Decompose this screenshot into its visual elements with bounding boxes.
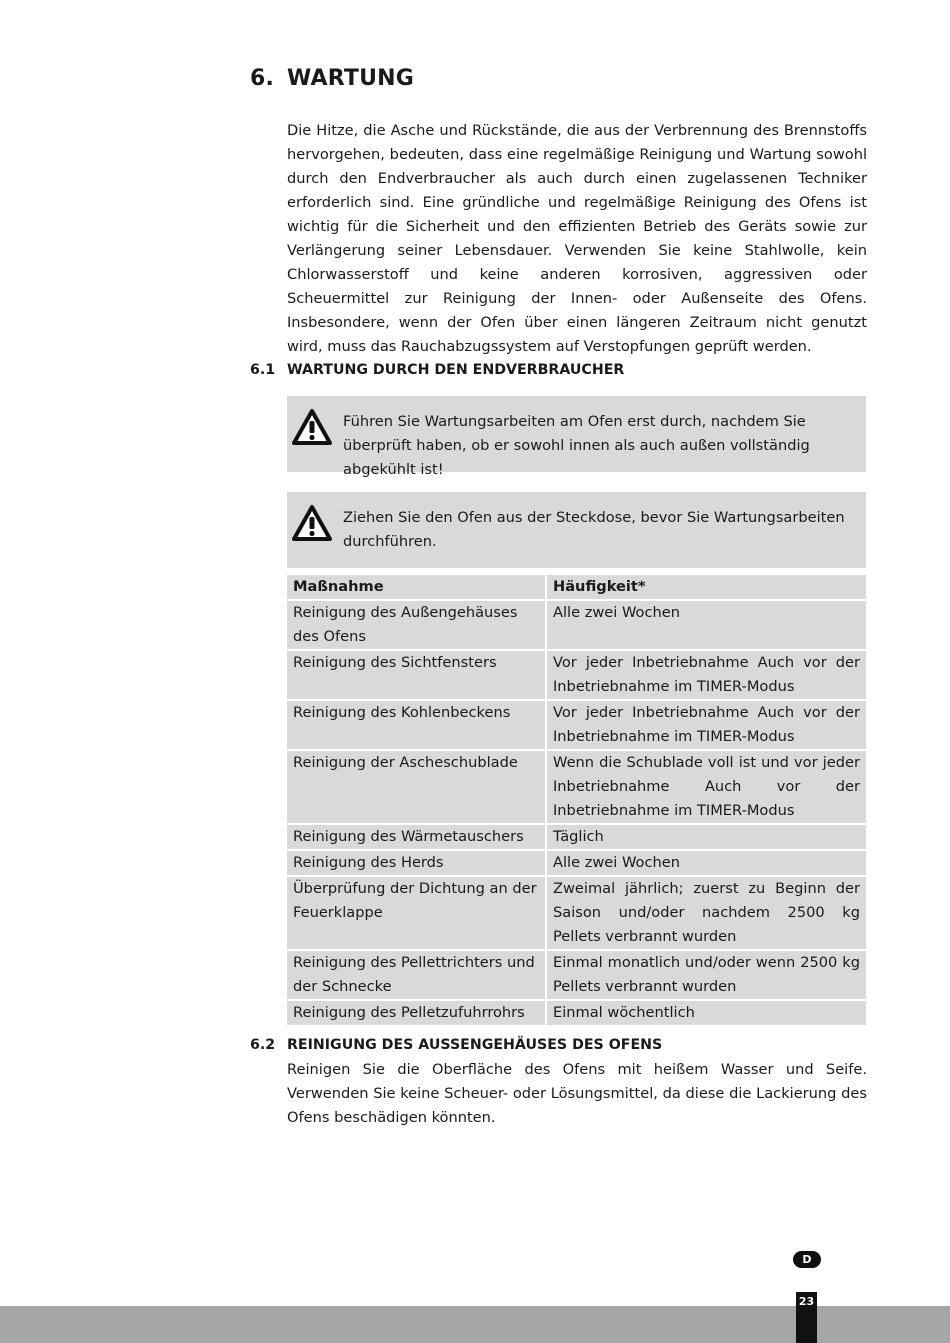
table-cell: Reinigung der Ascheschublade <box>287 751 547 825</box>
table-cell: Alle zwei Wochen <box>547 601 866 651</box>
column-header: Maßnahme <box>287 575 547 601</box>
table-cell: Zweimal jährlich; zuerst zu Beginn der Saison und/oder nachdem 2500 kg Pellets verbrannt wurden <box>547 877 866 951</box>
table-cell: Einmal wöchentlich <box>547 1001 866 1027</box>
table-cell: Reinigung des Herds <box>287 851 547 877</box>
warning-icon <box>291 504 333 542</box>
subsection-heading-6-1 <box>250 362 624 378</box>
table-cell: Reinigung des Sichtfensters <box>287 651 547 701</box>
language-badge: D <box>793 1251 821 1268</box>
table-cell: Vor jeder Inbetriebnahme Auch vor der Inbetriebnahme im TIMER-Modus <box>547 701 866 751</box>
section-title: WARTUNG <box>287 66 414 91</box>
table-cell: Reinigung des Kohlenbeckens <box>287 701 547 751</box>
warning-box-unplug <box>287 492 866 568</box>
cleaning-paragraph: Reinigen Sie die Oberfläche des Ofens mit heißem Wasser und Seife. Verwenden Sie keine Scheuer- oder Lösungsmittel, da diese die Lackierung des Ofens beschädigen könnten. <box>287 1061 867 1126</box>
table-cell: Einmal monatlich und/oder wenn 2500 kg Pellets verbrannt wurden <box>547 951 866 1001</box>
table-row <box>287 877 866 951</box>
warning-box-cooldown <box>287 396 866 478</box>
page-title <box>250 66 414 91</box>
warning-text: Ziehen Sie den Ofen aus der Steckdose, bevor Sie Wartungsarbeiten durchführen. <box>343 509 845 550</box>
subsection-number: 6.2 <box>250 1037 276 1053</box>
table-cell: Reinigung des Pellettrichters und der Schnecke <box>287 951 547 1001</box>
table-cell: Überprüfung der Dichtung an der Feuerklappe <box>287 877 547 951</box>
table-cell: Alle zwei Wochen <box>547 851 866 877</box>
subsection-heading-6-2 <box>250 1037 662 1053</box>
table-row <box>287 825 866 851</box>
maintenance-table <box>287 575 866 1027</box>
table-header-row <box>287 575 866 601</box>
intro-paragraph: Die Hitze, die Asche und Rückstände, die aus der Verbrennung des Brennstoffs hervorgehen, bedeuten, dass eine regelmäßige Reinigung und Wartung sowohl durch den Endverbraucher als auch durch einen zugelassenen Techniker erforderlich sind. Eine gründliche und regelmäßige Reinigung des Ofens ist wichtig für die Sicherheit und den effizienten Betrieb des Geräts sowie zur Verlängerung seiner Lebensdauer. Verwenden Sie keine Stahlwolle, kein Chlorwasserstoff und keine anderen korrosiven, aggressiven oder Scheuermittel zur Reinigung der Innen- oder Außenseite des Ofens. Insbesondere, wenn der Ofen über einen längeren Zeitraum nicht genutzt wird, muss das Rauchabzugssystem auf Verstopfungen geprüft werden. <box>287 122 867 355</box>
table-row <box>287 601 866 651</box>
table-row <box>287 951 866 1001</box>
section-number: 6. <box>250 66 275 91</box>
page-number: 23 <box>796 1292 817 1343</box>
table-cell: Täglich <box>547 825 866 851</box>
table-cell: Vor jeder Inbetriebnahme Auch vor der Inbetriebnahme im TIMER-Modus <box>547 651 866 701</box>
warning-icon <box>291 408 333 446</box>
subsection-title: REINIGUNG DES AUSSENGEHÄUSES DES OFENS <box>287 1037 663 1053</box>
subsection-number: 6.1 <box>250 362 276 378</box>
table-row <box>287 751 866 825</box>
table-cell: Reinigung des Pelletzufuhrrohrs <box>287 1001 547 1027</box>
table-row <box>287 1001 866 1027</box>
table-cell: Wenn die Schublade voll ist und vor jeder Inbetriebnahme Auch vor der Inbetriebnahme im TIMER-Modus <box>547 751 866 825</box>
subsection-title: WARTUNG DURCH DEN ENDVERBRAUCHER <box>287 362 625 378</box>
table-cell: Reinigung des Außengehäuses des Ofens <box>287 601 547 651</box>
warning-text: Führen Sie Wartungsarbeiten am Ofen erst durch, nachdem Sie überprüft haben, ob er sowohl innen als auch außen vollständig abgekühlt ist! <box>343 413 810 478</box>
table-cell: Reinigung des Wärmetauschers <box>287 825 547 851</box>
table-row <box>287 701 866 751</box>
column-header: Häufigkeit* <box>547 575 866 601</box>
table-row <box>287 851 866 877</box>
table-row <box>287 651 866 701</box>
